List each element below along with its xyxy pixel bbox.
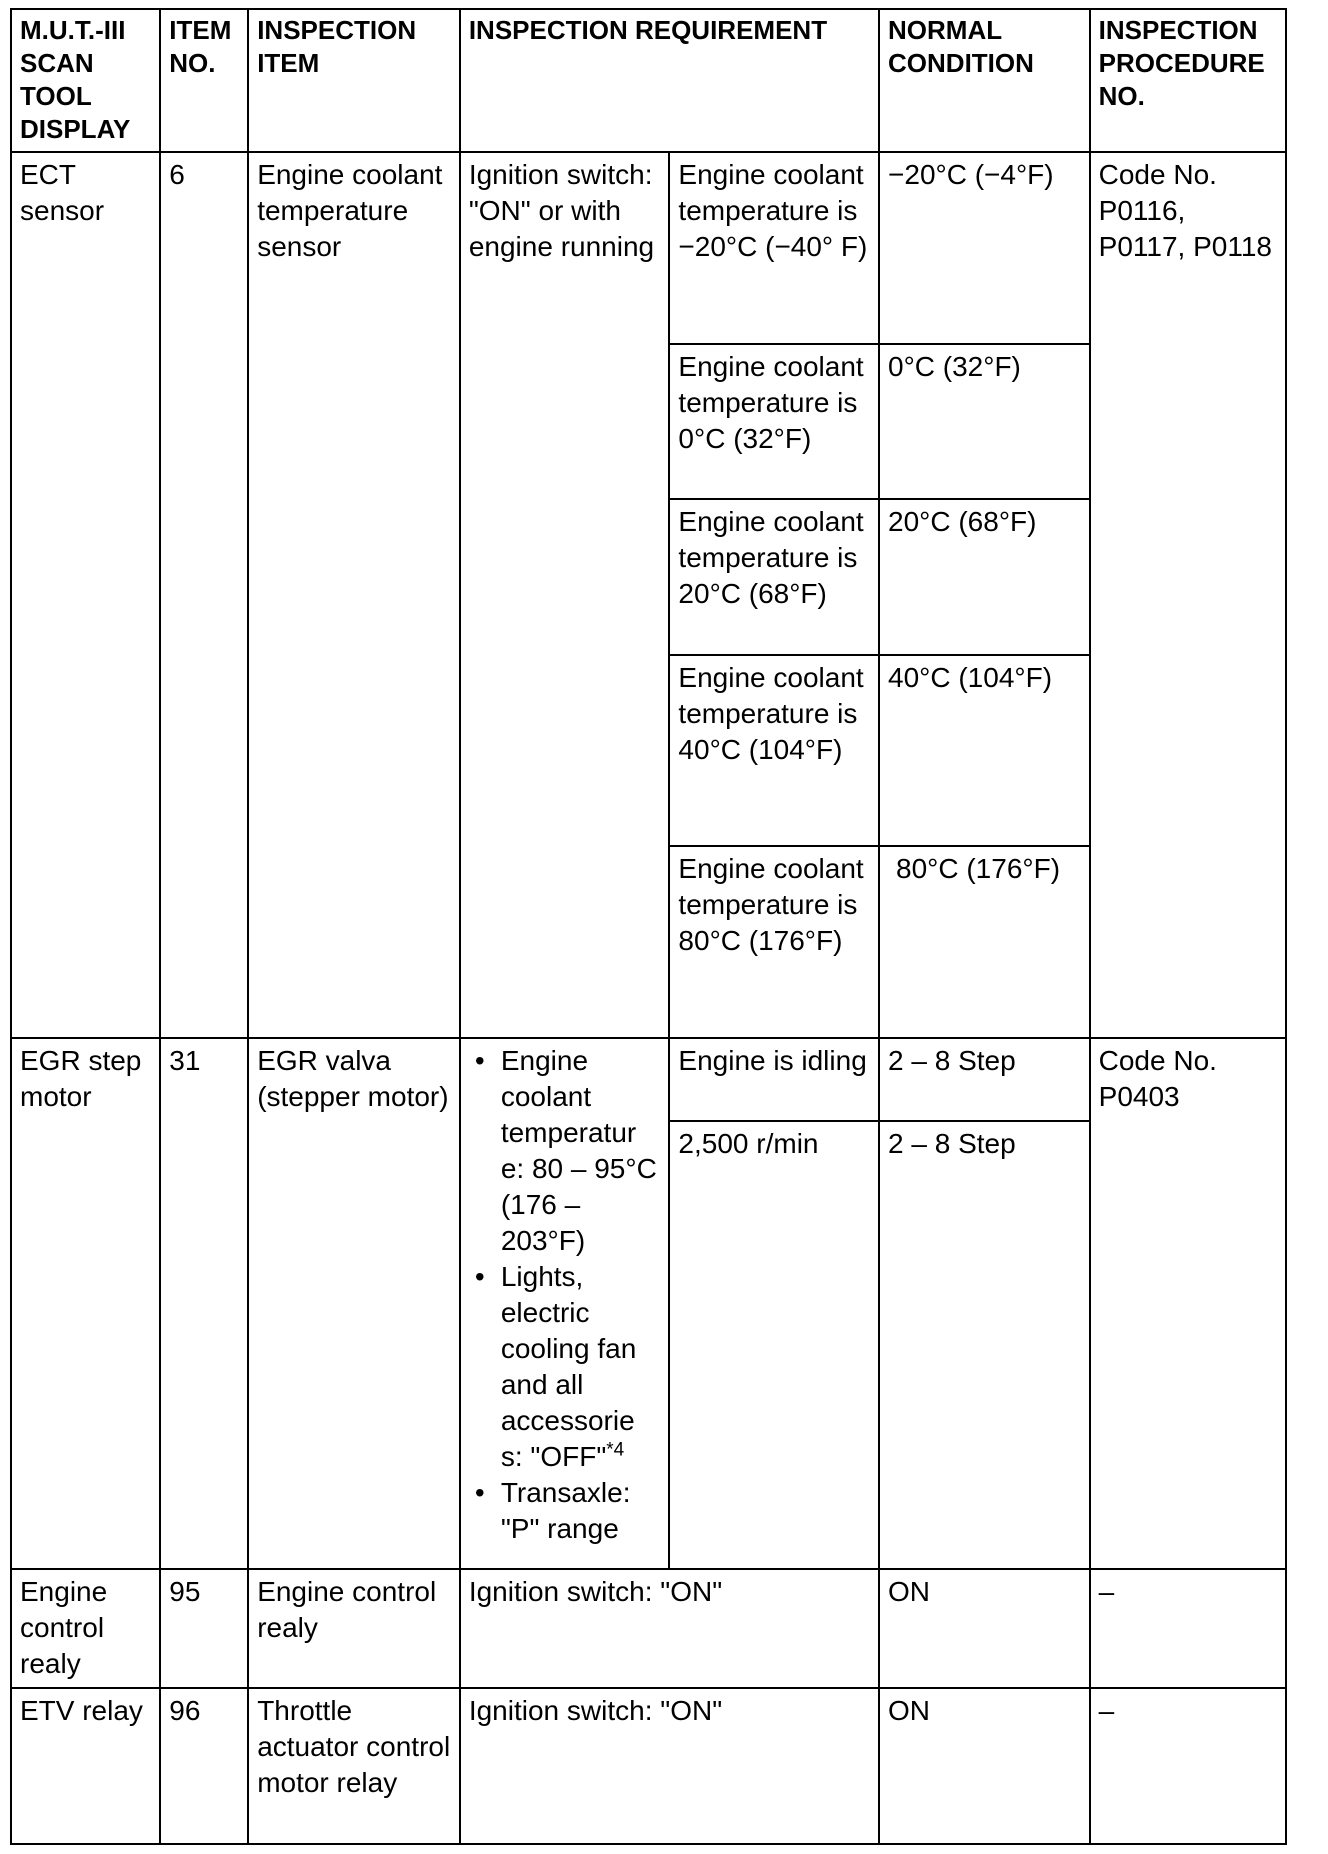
- table-row: [11, 1038, 1286, 1121]
- list-item: • Engine coolant temperatur e: 80 – 95°C (176 – 203°F): [469, 1043, 661, 1259]
- list-item: • Lights, electric cooling fan and all accessorie s: "OFF"$^{*4}$: [469, 1259, 661, 1475]
- etv-display-cell: ETV relay: [11, 1688, 160, 1844]
- table-row: [11, 152, 1286, 344]
- ect-normal-cell: 0°C (32°F): [879, 344, 1090, 500]
- egr-item-no-cell: 31: [160, 1038, 248, 1569]
- ect-normal-cell: −20°C (−4°F): [879, 152, 1090, 344]
- ect-normal-cell: 80°C (176°F): [879, 846, 1090, 1038]
- footnote-marker: *4: [606, 1439, 625, 1461]
- ect-normal-cell: 20°C (68°F): [879, 499, 1090, 655]
- ecr-normal-cell: ON: [879, 1569, 1090, 1688]
- header-procedure-no: INSPECTION PROCEDURE NO.: [1090, 9, 1286, 152]
- ect-normal-cell: 40°C (104°F): [879, 655, 1090, 847]
- header-normal-condition: NORMAL CONDITION: [879, 9, 1090, 152]
- ect-item-no-cell: 6: [160, 152, 248, 1038]
- ect-display-cell: ECT sensor: [11, 152, 160, 1038]
- ecr-requirement-cell: Ignition switch: "ON": [460, 1569, 879, 1688]
- egr-condition-cell: Engine is idling: [669, 1038, 879, 1121]
- header-item-no: ITEM NO.: [160, 9, 248, 152]
- egr-normal-cell: 2 – 8 Step: [879, 1121, 1090, 1569]
- ecr-procedure-cell: –: [1090, 1569, 1286, 1688]
- egr-item-cell: EGR valva (stepper motor): [248, 1038, 460, 1569]
- egr-requirement-cell: [460, 1038, 670, 1569]
- ecr-item-no-cell: 95: [160, 1569, 248, 1688]
- egr-requirement-list: [469, 1043, 661, 1547]
- header-inspection-item: INSPECTION ITEM: [248, 9, 460, 152]
- ect-condition-cell: Engine coolant temperature is 40°C (104°F): [669, 655, 879, 847]
- ect-item-cell: Engine coolant temperature sensor: [248, 152, 460, 1038]
- ecr-item-cell: Engine control realy: [248, 1569, 460, 1688]
- table-row: [11, 1688, 1286, 1844]
- ect-condition-cell: Engine coolant temperature is 20°C (68°F): [669, 499, 879, 655]
- etv-requirement-cell: Ignition switch: "ON": [460, 1688, 879, 1844]
- etv-normal-cell: ON: [879, 1688, 1090, 1844]
- ecr-display-cell: Engine control realy: [11, 1569, 160, 1688]
- egr-display-cell: EGR step motor: [11, 1038, 160, 1569]
- header-row: [11, 9, 1286, 152]
- ect-condition-cell: Engine coolant temperature is −20°C (−40° F): [669, 152, 879, 344]
- egr-condition-cell: 2,500 r/min: [669, 1121, 879, 1569]
- header-display: M.U.T.-III SCAN TOOL DISPLAY: [11, 9, 160, 152]
- ect-condition-cell: Engine coolant temperature is 80°C (176°F): [669, 846, 879, 1038]
- ect-requirement-cell: Ignition switch: "ON" or with engine running: [460, 152, 670, 1038]
- ect-procedure-cell: Code No. P0116, P0117, P0118: [1090, 152, 1286, 1038]
- list-item: • Transaxle: "P" range: [469, 1475, 661, 1547]
- ect-condition-cell: Engine coolant temperature is 0°C (32°F): [669, 344, 879, 500]
- inspection-table: [10, 8, 1287, 1845]
- etv-procedure-cell: –: [1090, 1688, 1286, 1844]
- etv-item-no-cell: 96: [160, 1688, 248, 1844]
- table-row: [11, 1569, 1286, 1688]
- egr-procedure-cell: Code No. P0403: [1090, 1038, 1286, 1569]
- etv-item-cell: Throttle actuator control motor relay: [248, 1688, 460, 1844]
- egr-normal-cell: 2 – 8 Step: [879, 1038, 1090, 1121]
- header-inspection-requirement: INSPECTION REQUIREMENT: [460, 9, 879, 152]
